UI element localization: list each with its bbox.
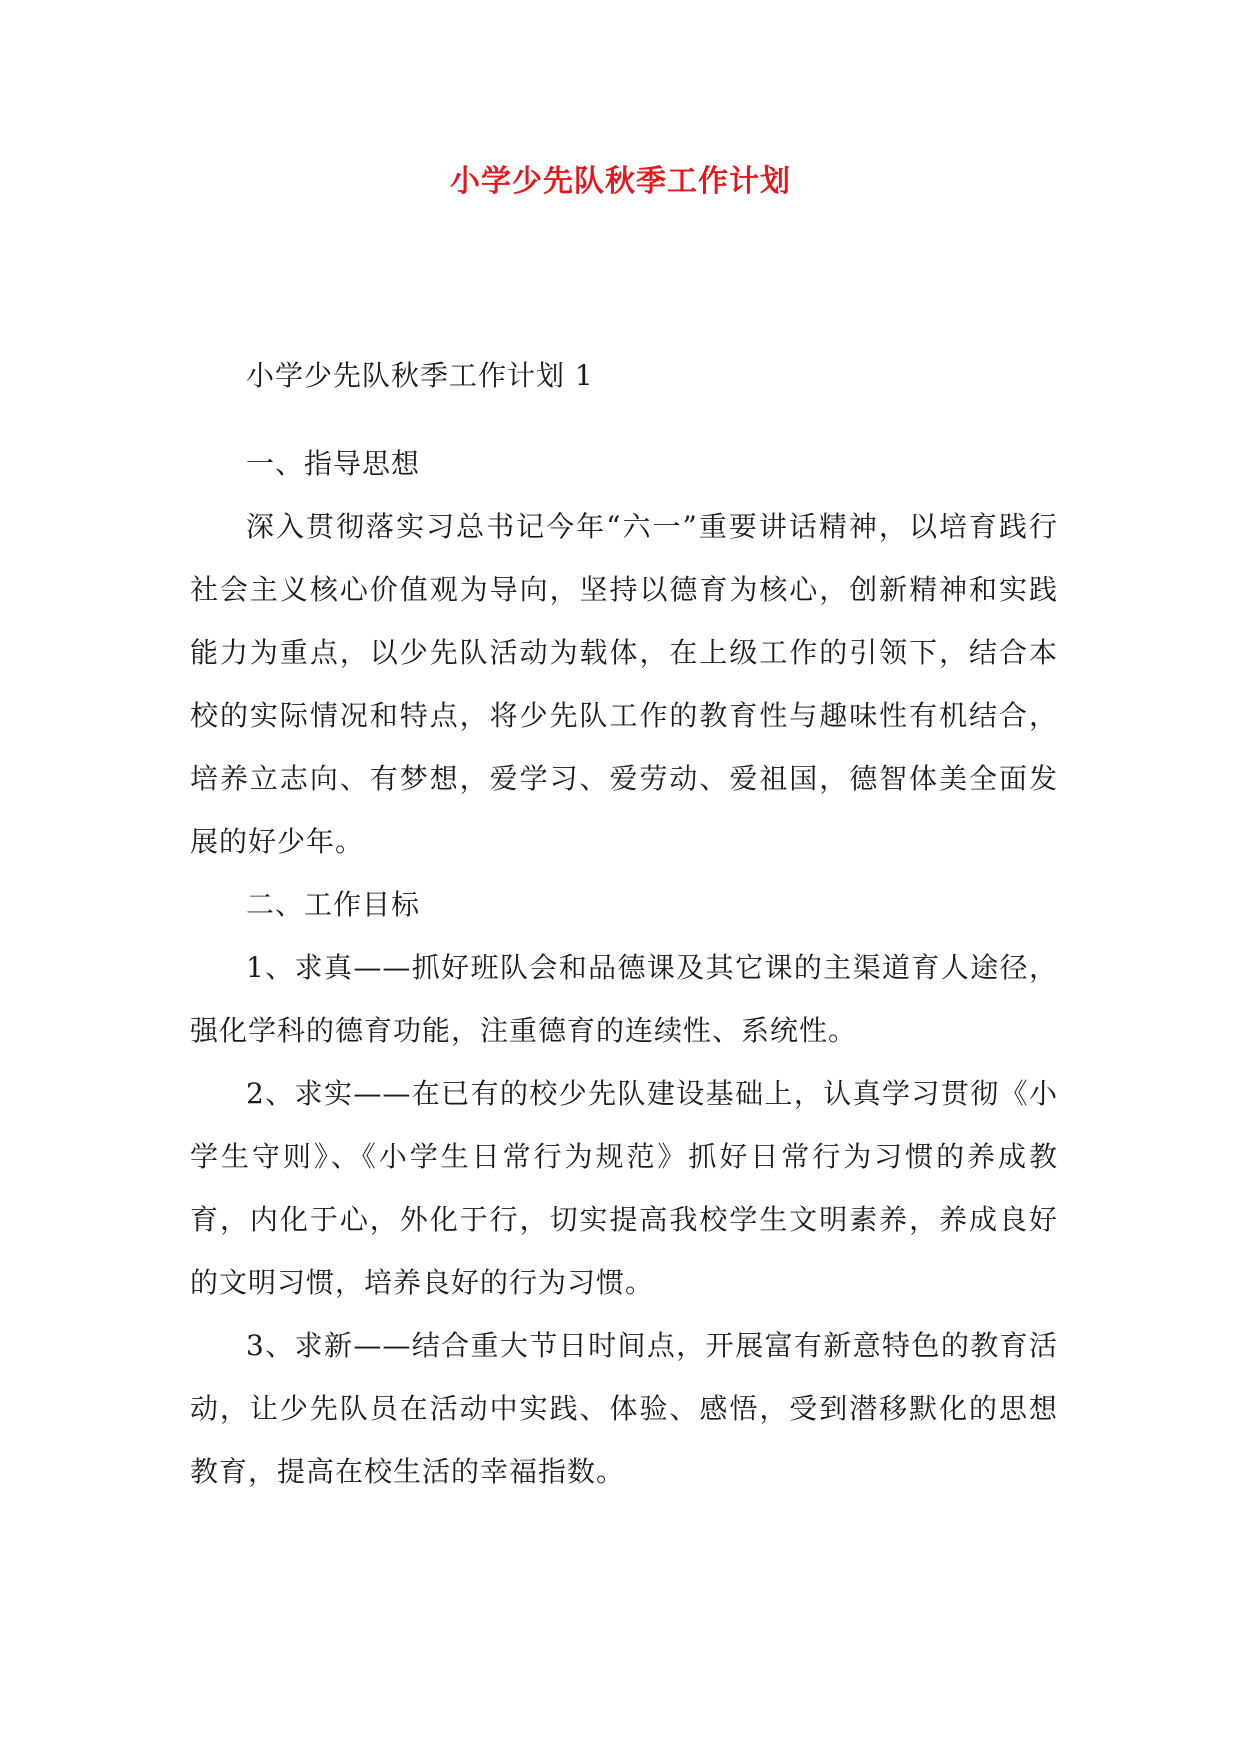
document-body	[190, 432, 1058, 1503]
guiding-paragraph: 深入贯彻落实习总书记今年“六一”重要讲话精神，以培育践行社会主义核心价值观为导向，坚持以德育为核心，创新精神和实践能力为重点，以少先队活动为载体，在上级工作的引领下，结合本校的实际情况和特点，将少先队工作的教育性与趣味性有机结合，培养立志向、有梦想，爱学习、爱劳动、爱祖国，德智体美全面发展的好少年。	[190, 510, 1058, 858]
section-heading-guiding: 一、指导思想	[246, 447, 421, 480]
goal-2-paragraph: 2、求实——在已有的校少先队建设基础上，认真学习贯彻《小学生守则》、《小学生日常行为规范》抓好日常行为习惯的养成教育，内化于心，外化于行，切实提高我校学生文明素养，养成良好的文明习惯，培养良好的行为习惯。	[190, 1077, 1058, 1299]
plan-subtitle: 小学少先队秋季工作计划 1	[246, 359, 594, 392]
goal-1-paragraph: 1、求真——抓好班队会和品德课及其它课的主渠道育人途径，强化学科的德育功能，注重德育的连续性、系统性。	[190, 951, 1058, 1047]
document-title: 小学少先队秋季工作计划	[450, 164, 791, 199]
section-heading-goals: 二、工作目标	[246, 888, 421, 921]
goal-3-paragraph: 3、求新——结合重大节日时间点，开展富有新意特色的教育活动，让少先队员在活动中实践、体验、感悟，受到潜移默化的思想教育，提高在校生活的幸福指数。	[190, 1329, 1058, 1488]
